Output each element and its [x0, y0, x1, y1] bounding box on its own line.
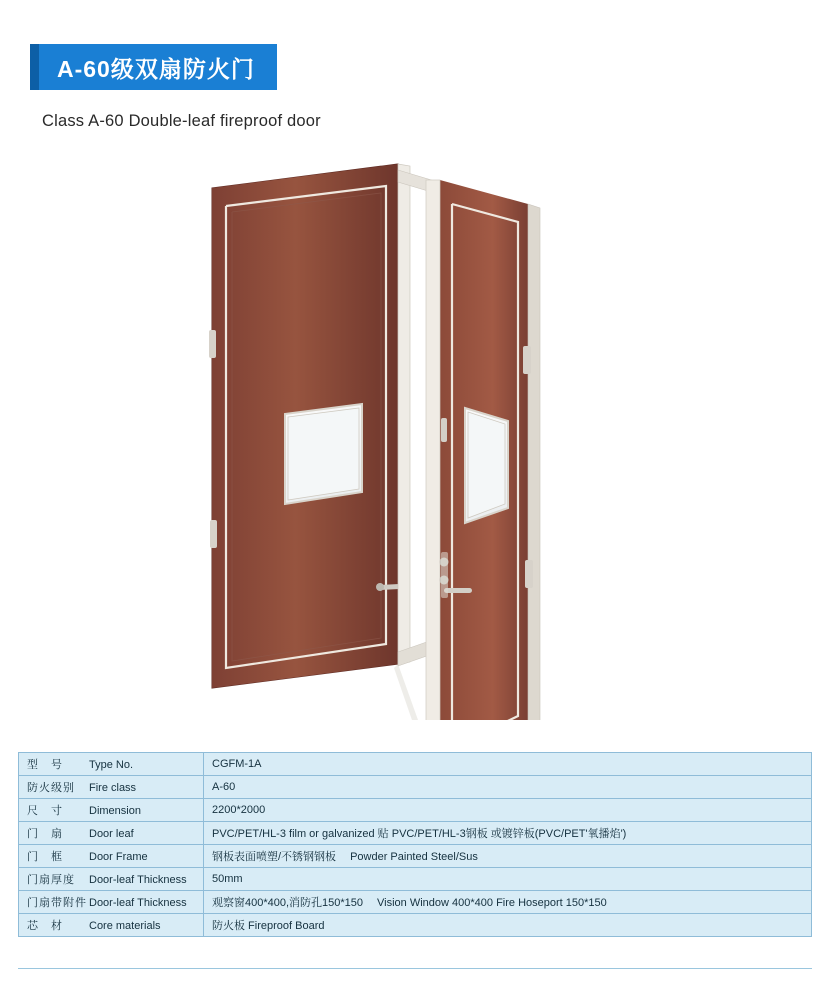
table-row [19, 753, 812, 776]
row-label-en: Door-leaf Thickness [89, 874, 187, 886]
row-value-main: 50mm [212, 873, 243, 885]
row-label-cn: 门扇带附件 [27, 897, 87, 909]
door-illustration [0, 160, 830, 720]
row-value-main: 2200*2000 [212, 804, 266, 816]
row-value-main: PVC/PET/HL-3 film or galvanized 贴 PVC/PET/HL-3钢板 或镀锌板(PVC/PET'氧播焰') [212, 828, 627, 840]
row-value-main: CGFM-1A [212, 758, 262, 770]
row-value [204, 845, 812, 868]
row-label-en: Door Frame [89, 851, 148, 863]
row-label [19, 799, 204, 822]
row-value [204, 799, 812, 822]
row-value-main: 防火板 Fireproof Board [212, 920, 325, 932]
row-value [204, 914, 812, 937]
row-value-main: 观察窗400*400,消防孔150*150 [212, 897, 364, 909]
bottom-divider [18, 968, 812, 969]
row-value-secondary: Powder Painted Steel/Sus [350, 851, 478, 863]
table-row [19, 914, 812, 937]
row-label-en: Door leaf [89, 828, 134, 840]
row-label-cn: 型 号 [27, 759, 63, 771]
row-label-cn: 防火级别 [27, 782, 75, 794]
title-accent-bar [30, 44, 39, 90]
page-header [0, 44, 830, 130]
row-label [19, 868, 204, 891]
row-value [204, 776, 812, 799]
door-drawing-svg [0, 160, 830, 720]
row-label-en: Core materials [89, 920, 161, 932]
row-label-en: Dimension [89, 805, 141, 817]
table-row [19, 822, 812, 845]
table-row [19, 799, 812, 822]
row-label-en: Fire class [89, 782, 137, 794]
row-value-main: 钢板表面喷塑/不锈钢钢板 [212, 851, 337, 863]
row-label [19, 753, 204, 776]
row-value [204, 891, 812, 914]
row-label [19, 776, 204, 799]
row-value-main: A-60 [212, 781, 236, 793]
row-label-cn: 尺 寸 [27, 805, 63, 817]
table-row [19, 891, 812, 914]
row-label-cn: 门扇厚度 [27, 874, 75, 886]
row-label [19, 914, 204, 937]
row-label-cn: 门 扇 [27, 828, 63, 840]
row-value [204, 753, 812, 776]
specification-table [18, 752, 812, 937]
row-label [19, 845, 204, 868]
page-subtitle: Class A-60 Double-leaf fireproof door [42, 112, 321, 130]
table-row [19, 776, 812, 799]
page-title: A-60级双扇防火门 [39, 44, 277, 90]
row-label-cn: 门 框 [27, 851, 63, 863]
title-banner [0, 44, 830, 90]
row-value [204, 868, 812, 891]
row-label-cn: 芯 材 [27, 920, 63, 932]
row-label [19, 891, 204, 914]
table-row [19, 845, 812, 868]
row-label [19, 822, 204, 845]
row-label-en: Type No. [89, 759, 134, 771]
row-value-secondary: Vision Window 400*400 Fire Hoseport 150*150 [377, 897, 607, 909]
row-value [204, 822, 812, 845]
table-row [19, 868, 812, 891]
row-label-en: Door-leaf Thickness [89, 897, 187, 909]
